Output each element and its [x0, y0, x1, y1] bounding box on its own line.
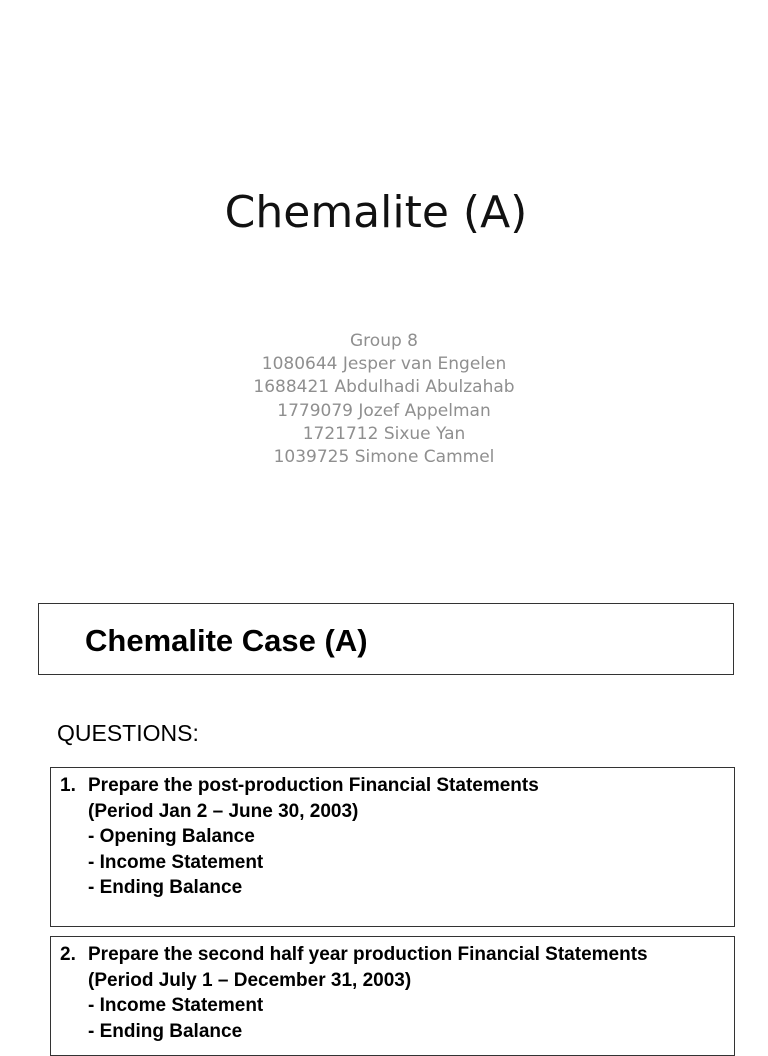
question-period: (Period Jan 2 – June 30, 2003): [88, 800, 359, 822]
group-members-list: [0, 330, 768, 469]
slide-title: Chemalite (A): [224, 187, 528, 238]
question-number: 2.: [60, 944, 76, 965]
question-number: 1.: [60, 775, 76, 796]
case-title-box: [38, 603, 734, 675]
member-line: 1688421 Abdulhadi Abulzahab: [253, 377, 515, 398]
question-line: [60, 942, 734, 968]
question-box: [50, 767, 735, 927]
question-text: Prepare the post-production Financial Statements: [88, 775, 539, 796]
question-period: (Period July 1 – December 31, 2003): [88, 969, 412, 991]
member-line: 1039725 Simone Cammel: [273, 447, 495, 468]
question-text: Prepare the second half year production Financial Statements: [88, 944, 648, 965]
case-title: Chemalite Case (A): [85, 623, 368, 658]
question-item: - Income Statement: [88, 851, 264, 873]
question-line: [60, 773, 734, 799]
member-line: 1779079 Jozef Appelman: [277, 400, 491, 421]
question-box: [50, 936, 735, 1056]
question-item: - Opening Balance: [88, 826, 255, 848]
member-line: 1721712 Sixue Yan: [302, 423, 466, 444]
question-item: - Income Statement: [88, 995, 264, 1017]
questions-heading: QUESTIONS:: [57, 720, 199, 746]
question-item: - Ending Balance: [88, 1020, 243, 1042]
question-item: - Ending Balance: [88, 877, 243, 899]
group-name: Group 8: [350, 331, 418, 351]
member-line: 1080644 Jesper van Engelen: [261, 354, 507, 375]
